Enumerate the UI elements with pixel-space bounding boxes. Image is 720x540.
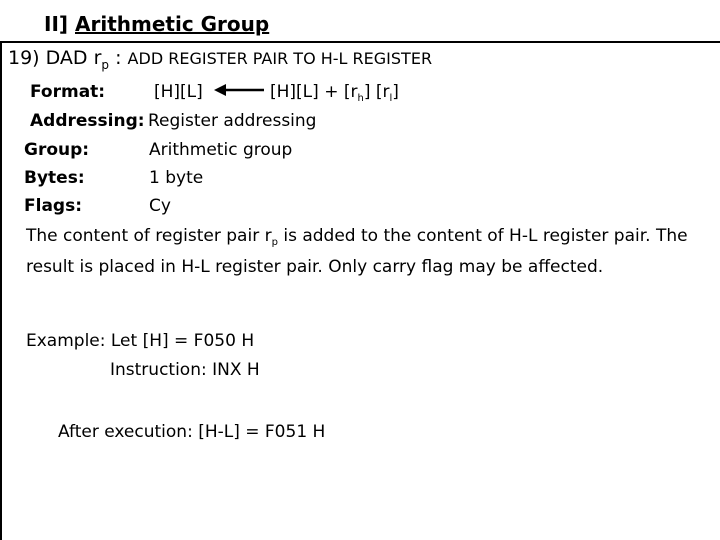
heading-separator: : [115, 47, 122, 69]
format-subscript-h: h [357, 93, 364, 104]
section-title [44, 12, 269, 36]
format-rhs-part2: ] [r [363, 82, 390, 102]
section-number: II] [44, 12, 69, 36]
bytes-value: 1 byte [149, 168, 204, 188]
format-rhs [270, 82, 399, 104]
addressing-label: Addressing: [30, 111, 145, 131]
paragraph-subscript: p [271, 237, 278, 248]
format-lhs: [H][L] [154, 82, 203, 102]
format-rhs-part3: ] [392, 82, 399, 102]
format-subscript-l: l [389, 93, 393, 104]
instruction-line: Instruction: INX H [110, 360, 260, 380]
format-rhs-part1: [H][L] + [r [270, 82, 358, 102]
section-title-text: Arithmetic Group [75, 12, 270, 36]
description-paragraph [26, 224, 706, 279]
instruction-description: ADD REGISTER PAIR TO H-L REGISTER [127, 49, 433, 68]
format-label: Format: [30, 82, 106, 102]
addressing-value: Register addressing [148, 111, 317, 131]
instruction-mnemonic: DAD r [45, 47, 102, 69]
after-execution-line: After execution: [H-L] = F051 H [58, 422, 326, 442]
instruction-number: 19) [8, 47, 40, 69]
paragraph-text-end: is added to the content of H-L register pair. The result is placed in H-L register pair. Only carry flag may be affected. [26, 226, 688, 277]
flags-label: Flags: [24, 196, 82, 216]
bytes-label: Bytes: [24, 168, 85, 188]
left-arrow-icon [214, 82, 264, 98]
group-label: Group: [24, 140, 90, 160]
mnemonic-subscript: p [101, 58, 110, 72]
instruction-heading [8, 47, 432, 72]
example-line: Example: Let [H] = F050 H [26, 331, 255, 351]
vertical-divider [0, 41, 2, 540]
group-value: Arithmetic group [149, 140, 293, 160]
horizontal-divider [0, 41, 720, 43]
paragraph-text-start: The content of register pair r [26, 226, 272, 246]
flags-value: Cy [149, 196, 171, 216]
